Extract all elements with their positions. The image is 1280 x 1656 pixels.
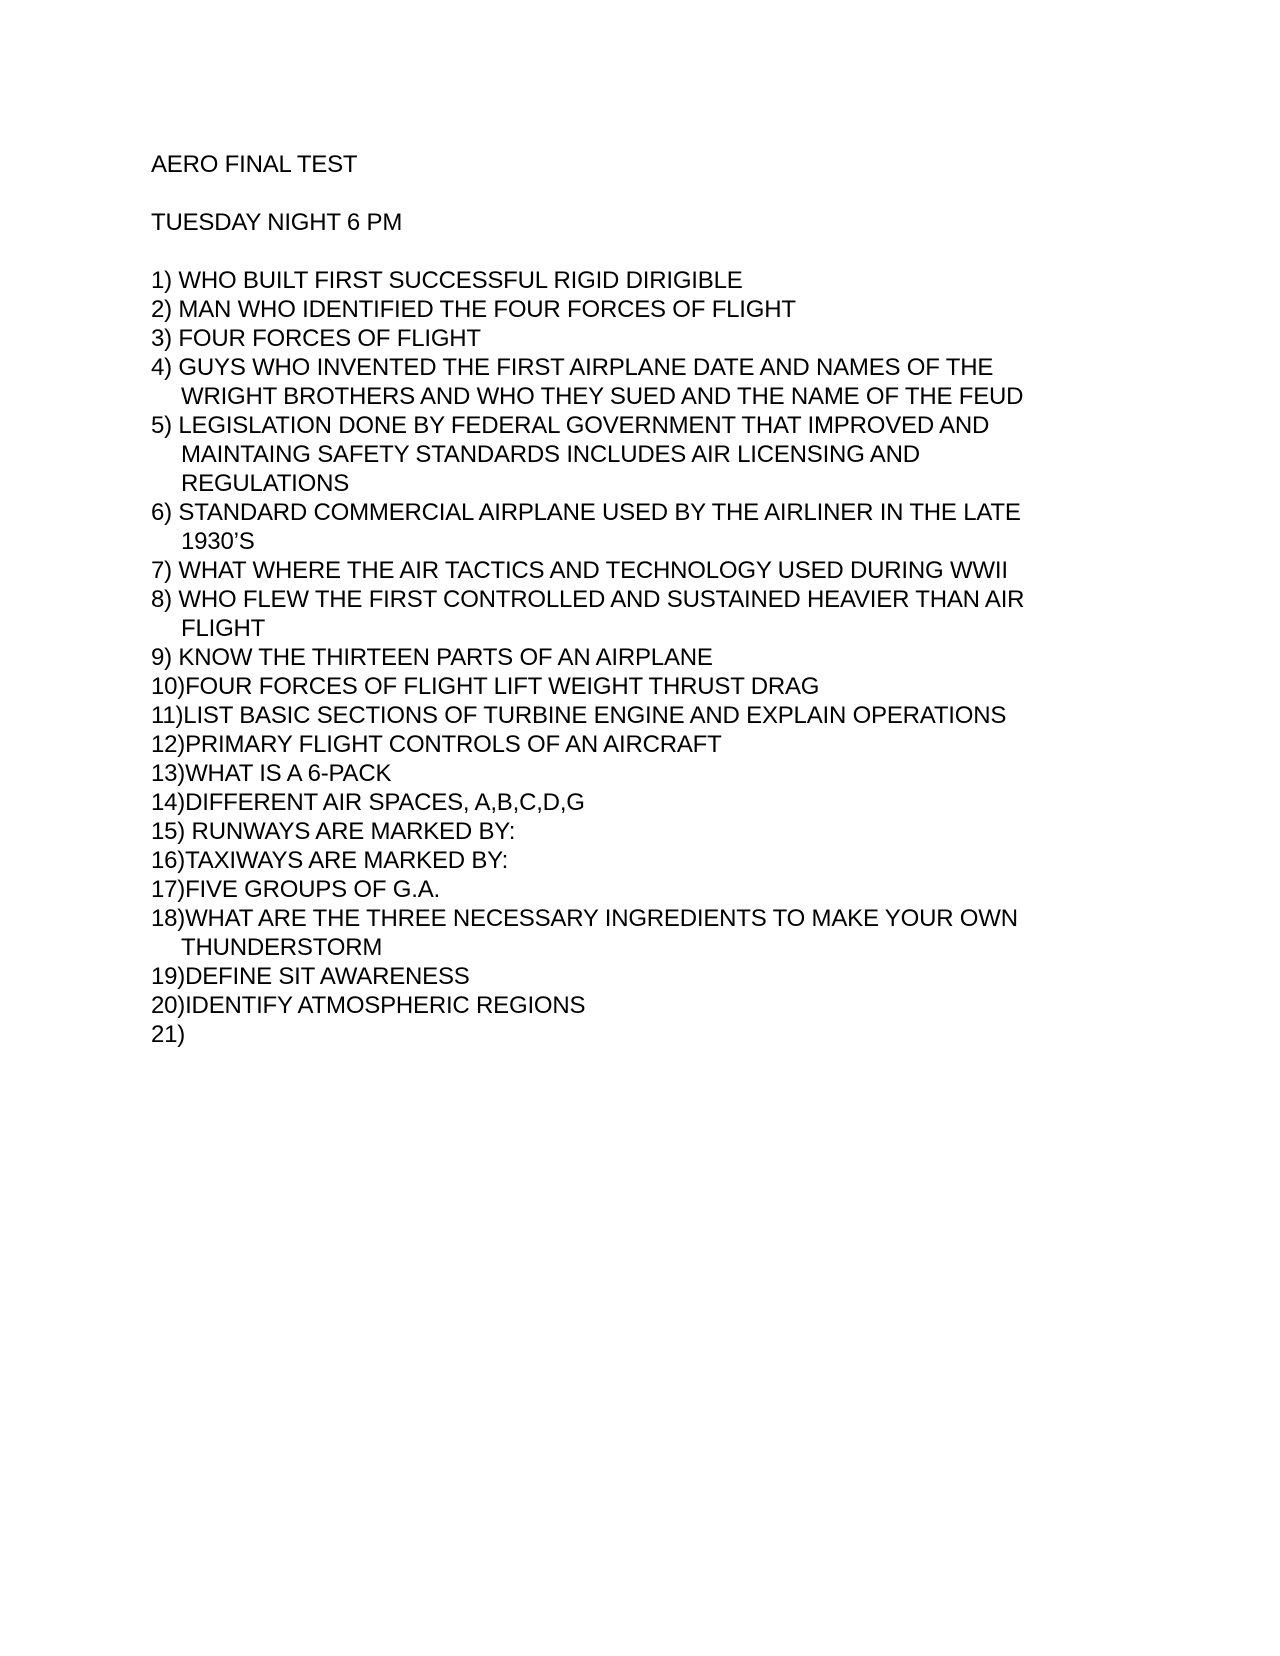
question-text: 17)FIVE GROUPS OF G.A. bbox=[151, 876, 440, 903]
question-item bbox=[151, 730, 1151, 759]
question-text: 19)DEFINE SIT AWARENESS bbox=[151, 963, 470, 990]
question-list bbox=[151, 266, 1151, 1049]
question-item bbox=[151, 411, 1151, 498]
question-item bbox=[151, 904, 1151, 962]
question-text: 18)WHAT ARE THE THREE NECESSARY INGREDIENTS TO MAKE YOUR OWN bbox=[151, 905, 1018, 932]
question-item bbox=[151, 295, 1151, 324]
question-text: 21) bbox=[151, 1021, 186, 1048]
question-item bbox=[151, 353, 1151, 411]
question-text-continued: 1930’S bbox=[181, 528, 255, 555]
question-item bbox=[151, 875, 1151, 904]
question-text: 7) WHAT WHERE THE AIR TACTICS AND TECHNOLOGY USED DURING WWII bbox=[151, 557, 1008, 584]
question-item bbox=[151, 672, 1151, 701]
question-text-continued: WRIGHT BROTHERS AND WHO THEY SUED AND THE NAME OF THE FEUD bbox=[181, 383, 1024, 410]
document-title: AERO FINAL TEST bbox=[151, 151, 358, 178]
question-text: 13)WHAT IS A 6-PACK bbox=[151, 760, 392, 787]
question-text: 10)FOUR FORCES OF FLIGHT LIFT WEIGHT THRUST DRAG bbox=[151, 673, 820, 700]
document-content bbox=[151, 150, 1151, 1049]
question-text-continued: REGULATIONS bbox=[181, 470, 350, 497]
question-text: 4) GUYS WHO INVENTED THE FIRST AIRPLANE DATE AND NAMES OF THE bbox=[151, 354, 994, 381]
question-text: 12)PRIMARY FLIGHT CONTROLS OF AN AIRCRAFT bbox=[151, 731, 722, 758]
question-text: 6) STANDARD COMMERCIAL AIRPLANE USED BY THE AIRLINER IN THE LATE bbox=[151, 499, 1021, 526]
question-text: 2) MAN WHO IDENTIFIED THE FOUR FORCES OF FLIGHT bbox=[151, 296, 796, 323]
question-item bbox=[151, 643, 1151, 672]
question-item bbox=[151, 788, 1151, 817]
question-text: 5) LEGISLATION DONE BY FEDERAL GOVERNMENT THAT IMPROVED AND bbox=[151, 412, 990, 439]
question-item bbox=[151, 846, 1151, 875]
question-text: 9) KNOW THE THIRTEEN PARTS OF AN AIRPLANE bbox=[151, 644, 713, 671]
question-item bbox=[151, 991, 1151, 1020]
question-item bbox=[151, 962, 1151, 991]
question-text: 20)IDENTIFY ATMOSPHERIC REGIONS bbox=[151, 992, 586, 1019]
question-item bbox=[151, 585, 1151, 643]
question-text: 16)TAXIWAYS ARE MARKED BY: bbox=[151, 847, 509, 874]
question-item bbox=[151, 324, 1151, 353]
question-text: 15) RUNWAYS ARE MARKED BY: bbox=[151, 818, 516, 845]
question-item bbox=[151, 556, 1151, 585]
question-text: 3) FOUR FORCES OF FLIGHT bbox=[151, 325, 481, 352]
question-item bbox=[151, 701, 1151, 730]
document-subtitle: TUESDAY NIGHT 6 PM bbox=[151, 209, 403, 236]
question-text-continued: THUNDERSTORM bbox=[181, 934, 383, 961]
question-text: 11)LIST BASIC SECTIONS OF TURBINE ENGINE AND EXPLAIN OPERATIONS bbox=[151, 702, 1007, 729]
question-item bbox=[151, 759, 1151, 788]
question-item bbox=[151, 817, 1151, 846]
question-text: 8) WHO FLEW THE FIRST CONTROLLED AND SUSTAINED HEAVIER THAN AIR bbox=[151, 586, 1025, 613]
question-text-continued: MAINTAING SAFETY STANDARDS INCLUDES AIR LICENSING AND bbox=[181, 441, 920, 468]
question-item bbox=[151, 266, 1151, 295]
question-text: 14)DIFFERENT AIR SPACES, A,B,C,D,G bbox=[151, 789, 585, 816]
question-item bbox=[151, 1020, 1151, 1049]
question-item bbox=[151, 498, 1151, 556]
question-text: 1) WHO BUILT FIRST SUCCESSFUL RIGID DIRIGIBLE bbox=[151, 267, 743, 294]
question-text-continued: FLIGHT bbox=[181, 615, 266, 642]
